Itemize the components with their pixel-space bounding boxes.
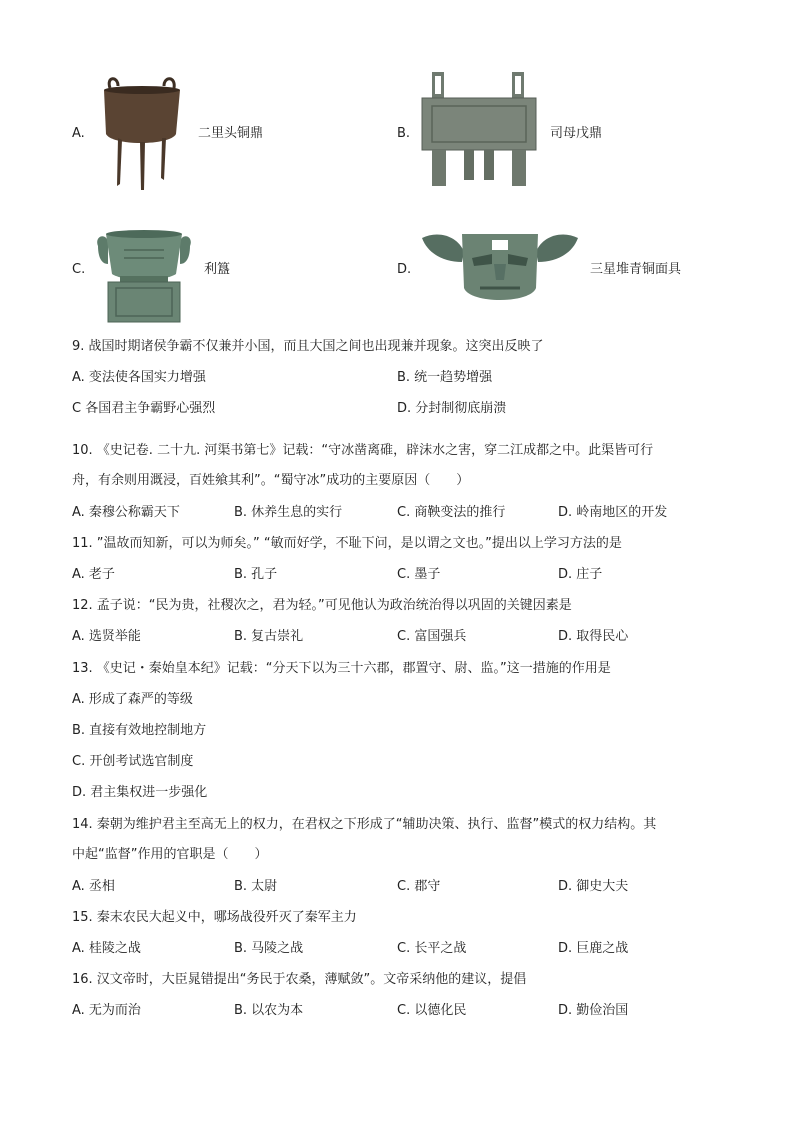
choice-a: A. 桂陵之战 (72, 941, 141, 956)
choice-c: C. 开创考试选官制度 (72, 754, 194, 769)
erlitou-bronze-ding-image (96, 76, 186, 192)
choice-b: B. 以农为本 (234, 1003, 304, 1018)
choice-a: A. 选贤举能 (72, 629, 141, 644)
choice-a: A. 老子 (72, 567, 115, 582)
choice-d: D. 御史大夫 (558, 879, 629, 894)
choice-c: C 各国君主争霸野心强烈 (72, 401, 216, 416)
choice-d: D. 君主集权进一步强化 (72, 785, 208, 800)
choice-b: B. 太尉 (234, 879, 278, 894)
choice-b: B. 复古崇礼 (234, 629, 304, 644)
question-stem: 16. 汉文帝时，大臣晁错提出“务民于农桑，薄赋敛”。文帝采纳他的建议，提倡 (72, 972, 527, 987)
choice-b: B. 统一趋势增强 (397, 370, 493, 385)
question-stem: 9. 战国时期诸侯争霸不仅兼并小国，而且大国之间也出现兼并现象。这突出反映了 (72, 339, 544, 354)
question-stem: 13. 《史记・秦始皇本纪》记载：“分天下以为三十六郡，郡置守、尉、监。”这一措施的作用是 (72, 661, 611, 676)
li-gui-image (94, 224, 194, 324)
choice-d: D. 巨鹿之战 (558, 941, 629, 956)
choice-c: C. 长平之战 (397, 941, 467, 956)
choice-b: B. 马陵之战 (234, 941, 304, 956)
option-letter: B. (397, 126, 411, 141)
choice-a: A. 秦穆公称霸天下 (72, 505, 180, 520)
choice-a: A. 丞相 (72, 879, 115, 894)
choice-d: D. 岭南地区的开发 (558, 505, 668, 520)
question-stem: 11. ”温故而知新，可以为师矣。” “敏而好学，不耻下问，是以谓之文也。”提出以上学习方法的是 (72, 536, 622, 551)
choice-c: C. 以德化民 (397, 1003, 467, 1018)
question-stem-continued: 舟，有余则用溉浸，百姓飨其利”。“蜀守冰”成功的主要原因（ ） (72, 473, 470, 488)
question-stem: 15. 秦末农民大起义中，哪场战役歼灭了秦军主力 (72, 910, 357, 925)
choice-a: A. 变法使各国实力增强 (72, 370, 206, 385)
choice-d: D. 庄子 (558, 567, 603, 582)
choice-a: A. 形成了森严的等级 (72, 692, 193, 707)
image-caption: 二里头铜鼎 (198, 126, 264, 141)
question-stem-continued: 中起“监督”作用的官职是（ ） (72, 847, 268, 862)
option-letter: A. (72, 126, 85, 141)
choice-d: D. 取得民心 (558, 629, 629, 644)
choice-c: C. 商鞅变法的推行 (397, 505, 506, 520)
choice-c: C. 墨子 (397, 567, 441, 582)
choice-b: B. 孔子 (234, 567, 278, 582)
image-caption: 利簋 (204, 262, 231, 277)
choice-b: B. 休养生息的实行 (234, 505, 343, 520)
choice-b: B. 直接有效地控制地方 (72, 723, 207, 738)
question-stem: 10. 《史记卷. 二十九. 河渠书第七》记载：“守冰凿离碓，辟沫水之害，穿二江成都之中。此渠皆可行 (72, 443, 654, 458)
option-letter: C. (72, 262, 86, 277)
question-stem: 12. 孟子说：“民为贵，社稷次之，君为轻。”可见他认为政治统治得以巩固的关键因素是 (72, 598, 572, 613)
simuwu-ding-image (418, 70, 540, 194)
choice-a: A. 无为而治 (72, 1003, 141, 1018)
option-letter: D. (397, 262, 412, 277)
choice-d: D. 勤俭治国 (558, 1003, 629, 1018)
choice-d: D. 分封制彻底崩溃 (397, 401, 507, 416)
question-stem: 14. 秦朝为维护君主至高无上的权力，在君权之下形成了“辅助决策、执行、监督”模式的权力结构。其 (72, 817, 657, 832)
image-caption: 司母戊鼎 (550, 126, 603, 141)
image-caption: 三星堆青铜面具 (590, 262, 682, 277)
sanxingdui-bronze-mask-image (418, 228, 582, 310)
choice-c: C. 富国强兵 (397, 629, 467, 644)
choice-c: C. 郡守 (397, 879, 441, 894)
